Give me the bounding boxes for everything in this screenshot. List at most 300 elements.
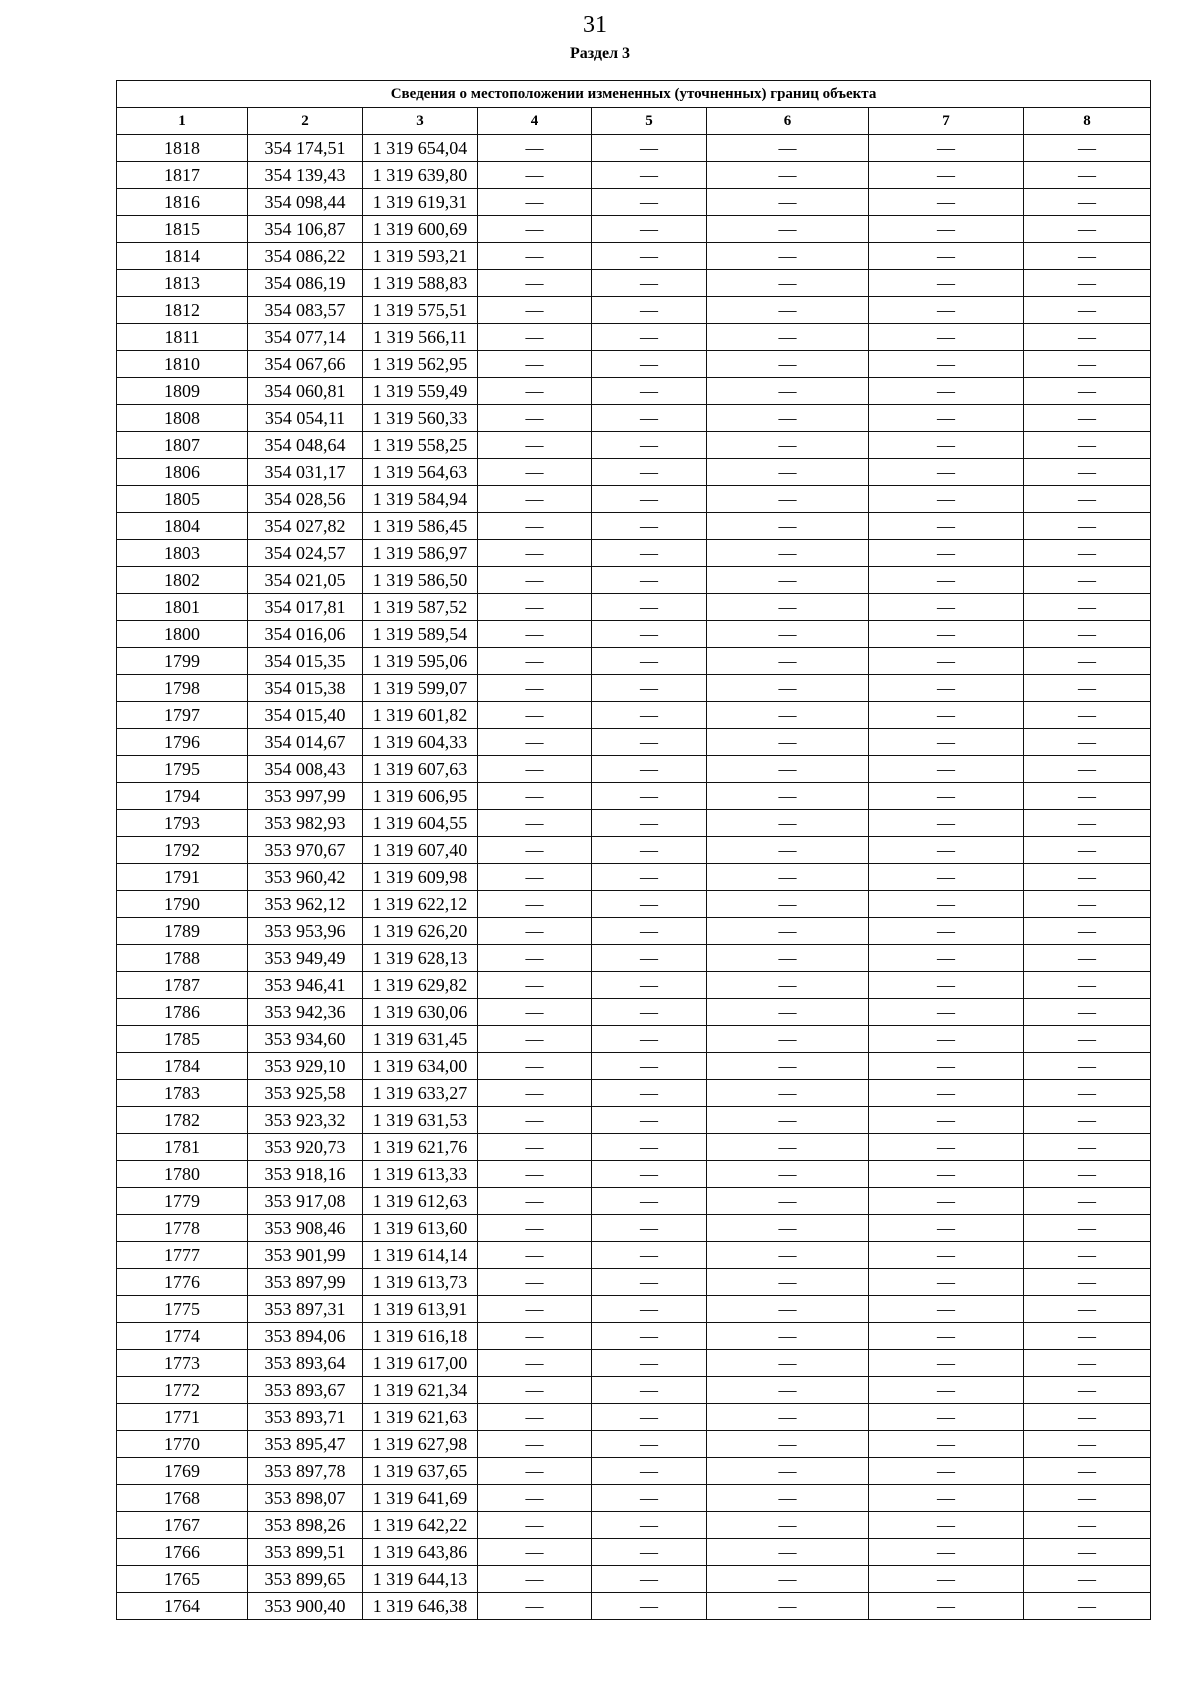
empty-value-cell: — xyxy=(707,675,869,702)
empty-value-cell: — xyxy=(478,972,592,999)
point-number-cell: 1788 xyxy=(117,945,248,972)
empty-value-cell: — xyxy=(707,972,869,999)
table-row xyxy=(117,1134,1151,1161)
empty-value-cell: — xyxy=(869,216,1024,243)
y-coordinate-cell: 1 319 606,95 xyxy=(363,783,478,810)
empty-value-cell: — xyxy=(592,1458,707,1485)
empty-value-cell: — xyxy=(869,1458,1024,1485)
empty-value-cell: — xyxy=(869,1431,1024,1458)
empty-value-cell: — xyxy=(707,486,869,513)
empty-value-cell: — xyxy=(1024,405,1151,432)
empty-value-cell: — xyxy=(592,1566,707,1593)
empty-value-cell: — xyxy=(707,1512,869,1539)
point-number-cell: 1812 xyxy=(117,297,248,324)
table-row xyxy=(117,864,1151,891)
point-number-cell: 1810 xyxy=(117,351,248,378)
table-row xyxy=(117,648,1151,675)
y-coordinate-cell: 1 319 613,91 xyxy=(363,1296,478,1323)
y-coordinate-cell: 1 319 643,86 xyxy=(363,1539,478,1566)
y-coordinate-cell: 1 319 631,53 xyxy=(363,1107,478,1134)
empty-value-cell: — xyxy=(707,270,869,297)
y-coordinate-cell: 1 319 639,80 xyxy=(363,162,478,189)
empty-value-cell: — xyxy=(1024,378,1151,405)
empty-value-cell: — xyxy=(592,1215,707,1242)
point-number-cell: 1817 xyxy=(117,162,248,189)
empty-value-cell: — xyxy=(707,1566,869,1593)
empty-value-cell: — xyxy=(707,1134,869,1161)
empty-value-cell: — xyxy=(869,729,1024,756)
empty-value-cell: — xyxy=(592,837,707,864)
table-row xyxy=(117,1593,1151,1620)
empty-value-cell: — xyxy=(869,918,1024,945)
empty-value-cell: — xyxy=(707,648,869,675)
empty-value-cell: — xyxy=(1024,1593,1151,1620)
empty-value-cell: — xyxy=(869,1539,1024,1566)
empty-value-cell: — xyxy=(1024,1566,1151,1593)
empty-value-cell: — xyxy=(707,756,869,783)
empty-value-cell: — xyxy=(707,1107,869,1134)
empty-value-cell: — xyxy=(1024,594,1151,621)
empty-value-cell: — xyxy=(869,621,1024,648)
table-row xyxy=(117,918,1151,945)
point-number-cell: 1780 xyxy=(117,1161,248,1188)
point-number-cell: 1785 xyxy=(117,1026,248,1053)
empty-value-cell: — xyxy=(478,1053,592,1080)
y-coordinate-cell: 1 319 634,00 xyxy=(363,1053,478,1080)
empty-value-cell: — xyxy=(592,783,707,810)
x-coordinate-cell: 353 934,60 xyxy=(248,1026,363,1053)
table-row xyxy=(117,1026,1151,1053)
empty-value-cell: — xyxy=(707,1404,869,1431)
y-coordinate-cell: 1 319 604,33 xyxy=(363,729,478,756)
empty-value-cell: — xyxy=(869,1134,1024,1161)
empty-value-cell: — xyxy=(592,567,707,594)
empty-value-cell: — xyxy=(1024,1323,1151,1350)
column-header-5: 5 xyxy=(592,108,707,135)
empty-value-cell: — xyxy=(478,1512,592,1539)
empty-value-cell: — xyxy=(869,378,1024,405)
empty-value-cell: — xyxy=(1024,783,1151,810)
y-coordinate-cell: 1 319 562,95 xyxy=(363,351,478,378)
boundary-coordinates-table xyxy=(116,80,1151,1620)
empty-value-cell: — xyxy=(707,459,869,486)
empty-value-cell: — xyxy=(707,1350,869,1377)
empty-value-cell: — xyxy=(869,513,1024,540)
empty-value-cell: — xyxy=(1024,1242,1151,1269)
x-coordinate-cell: 353 925,58 xyxy=(248,1080,363,1107)
x-coordinate-cell: 353 918,16 xyxy=(248,1161,363,1188)
empty-value-cell: — xyxy=(707,1161,869,1188)
empty-value-cell: — xyxy=(1024,513,1151,540)
x-coordinate-cell: 353 898,26 xyxy=(248,1512,363,1539)
empty-value-cell: — xyxy=(592,1431,707,1458)
y-coordinate-cell: 1 319 559,49 xyxy=(363,378,478,405)
empty-value-cell: — xyxy=(478,1026,592,1053)
empty-value-cell: — xyxy=(592,891,707,918)
point-number-cell: 1801 xyxy=(117,594,248,621)
empty-value-cell: — xyxy=(1024,648,1151,675)
y-coordinate-cell: 1 319 616,18 xyxy=(363,1323,478,1350)
empty-value-cell: — xyxy=(592,486,707,513)
empty-value-cell: — xyxy=(869,1350,1024,1377)
y-coordinate-cell: 1 319 607,63 xyxy=(363,756,478,783)
empty-value-cell: — xyxy=(707,621,869,648)
x-coordinate-cell: 354 015,40 xyxy=(248,702,363,729)
empty-value-cell: — xyxy=(869,1080,1024,1107)
point-number-cell: 1773 xyxy=(117,1350,248,1377)
empty-value-cell: — xyxy=(1024,1485,1151,1512)
column-header-2: 2 xyxy=(248,108,363,135)
y-coordinate-cell: 1 319 601,82 xyxy=(363,702,478,729)
point-number-cell: 1768 xyxy=(117,1485,248,1512)
x-coordinate-cell: 354 008,43 xyxy=(248,756,363,783)
y-coordinate-cell: 1 319 629,82 xyxy=(363,972,478,999)
empty-value-cell: — xyxy=(592,1188,707,1215)
y-coordinate-cell: 1 319 600,69 xyxy=(363,216,478,243)
empty-value-cell: — xyxy=(707,783,869,810)
empty-value-cell: — xyxy=(707,837,869,864)
empty-value-cell: — xyxy=(707,945,869,972)
empty-value-cell: — xyxy=(1024,567,1151,594)
empty-value-cell: — xyxy=(1024,891,1151,918)
point-number-cell: 1790 xyxy=(117,891,248,918)
empty-value-cell: — xyxy=(869,540,1024,567)
x-coordinate-cell: 353 897,31 xyxy=(248,1296,363,1323)
empty-value-cell: — xyxy=(592,1350,707,1377)
empty-value-cell: — xyxy=(869,567,1024,594)
empty-value-cell: — xyxy=(869,135,1024,162)
table-row xyxy=(117,621,1151,648)
x-coordinate-cell: 353 897,78 xyxy=(248,1458,363,1485)
empty-value-cell: — xyxy=(592,513,707,540)
table-row xyxy=(117,837,1151,864)
empty-value-cell: — xyxy=(707,1242,869,1269)
empty-value-cell: — xyxy=(592,621,707,648)
x-coordinate-cell: 354 106,87 xyxy=(248,216,363,243)
x-coordinate-cell: 353 908,46 xyxy=(248,1215,363,1242)
y-coordinate-cell: 1 319 589,54 xyxy=(363,621,478,648)
empty-value-cell: — xyxy=(1024,216,1151,243)
table-row xyxy=(117,1107,1151,1134)
empty-value-cell: — xyxy=(707,135,869,162)
empty-value-cell: — xyxy=(1024,1404,1151,1431)
empty-value-cell: — xyxy=(592,864,707,891)
y-coordinate-cell: 1 319 609,98 xyxy=(363,864,478,891)
empty-value-cell: — xyxy=(478,324,592,351)
empty-value-cell: — xyxy=(592,1080,707,1107)
y-coordinate-cell: 1 319 614,14 xyxy=(363,1242,478,1269)
empty-value-cell: — xyxy=(707,594,869,621)
table-row xyxy=(117,999,1151,1026)
table-row xyxy=(117,351,1151,378)
x-coordinate-cell: 353 894,06 xyxy=(248,1323,363,1350)
empty-value-cell: — xyxy=(1024,810,1151,837)
empty-value-cell: — xyxy=(1024,486,1151,513)
empty-value-cell: — xyxy=(869,162,1024,189)
point-number-cell: 1818 xyxy=(117,135,248,162)
column-header-4: 4 xyxy=(478,108,592,135)
empty-value-cell: — xyxy=(707,1377,869,1404)
y-coordinate-cell: 1 319 575,51 xyxy=(363,297,478,324)
empty-value-cell: — xyxy=(592,270,707,297)
empty-value-cell: — xyxy=(478,864,592,891)
x-coordinate-cell: 353 929,10 xyxy=(248,1053,363,1080)
empty-value-cell: — xyxy=(592,378,707,405)
empty-value-cell: — xyxy=(1024,756,1151,783)
empty-value-cell: — xyxy=(869,324,1024,351)
point-number-cell: 1795 xyxy=(117,756,248,783)
empty-value-cell: — xyxy=(1024,351,1151,378)
x-coordinate-cell: 353 953,96 xyxy=(248,918,363,945)
x-coordinate-cell: 353 893,64 xyxy=(248,1350,363,1377)
point-number-cell: 1791 xyxy=(117,864,248,891)
point-number-cell: 1781 xyxy=(117,1134,248,1161)
empty-value-cell: — xyxy=(869,1485,1024,1512)
empty-value-cell: — xyxy=(592,1323,707,1350)
empty-value-cell: — xyxy=(592,918,707,945)
y-coordinate-cell: 1 319 621,34 xyxy=(363,1377,478,1404)
y-coordinate-cell: 1 319 621,63 xyxy=(363,1404,478,1431)
empty-value-cell: — xyxy=(707,540,869,567)
table-row xyxy=(117,756,1151,783)
empty-value-cell: — xyxy=(478,1107,592,1134)
empty-value-cell: — xyxy=(478,783,592,810)
empty-value-cell: — xyxy=(1024,864,1151,891)
column-header-6: 6 xyxy=(707,108,869,135)
table-row xyxy=(117,810,1151,837)
empty-value-cell: — xyxy=(1024,189,1151,216)
empty-value-cell: — xyxy=(1024,1377,1151,1404)
x-coordinate-cell: 353 893,67 xyxy=(248,1377,363,1404)
x-coordinate-cell: 354 024,57 xyxy=(248,540,363,567)
page-number: 31 xyxy=(583,12,607,38)
empty-value-cell: — xyxy=(592,702,707,729)
empty-value-cell: — xyxy=(707,513,869,540)
empty-value-cell: — xyxy=(707,1458,869,1485)
empty-value-cell: — xyxy=(478,243,592,270)
table-row xyxy=(117,1539,1151,1566)
empty-value-cell: — xyxy=(592,1026,707,1053)
point-number-cell: 1816 xyxy=(117,189,248,216)
point-number-cell: 1784 xyxy=(117,1053,248,1080)
x-coordinate-cell: 354 086,22 xyxy=(248,243,363,270)
empty-value-cell: — xyxy=(1024,1296,1151,1323)
empty-value-cell: — xyxy=(869,1566,1024,1593)
empty-value-cell: — xyxy=(592,1161,707,1188)
empty-value-cell: — xyxy=(592,945,707,972)
empty-value-cell: — xyxy=(478,621,592,648)
empty-value-cell: — xyxy=(869,675,1024,702)
point-number-cell: 1805 xyxy=(117,486,248,513)
empty-value-cell: — xyxy=(592,1296,707,1323)
table-row xyxy=(117,1242,1151,1269)
empty-value-cell: — xyxy=(869,1296,1024,1323)
table-row xyxy=(117,243,1151,270)
y-coordinate-cell: 1 319 612,63 xyxy=(363,1188,478,1215)
empty-value-cell: — xyxy=(478,675,592,702)
empty-value-cell: — xyxy=(592,405,707,432)
x-coordinate-cell: 354 027,82 xyxy=(248,513,363,540)
table-row xyxy=(117,1350,1151,1377)
y-coordinate-cell: 1 319 584,94 xyxy=(363,486,478,513)
empty-value-cell: — xyxy=(869,189,1024,216)
empty-value-cell: — xyxy=(1024,270,1151,297)
empty-value-cell: — xyxy=(592,1134,707,1161)
empty-value-cell: — xyxy=(1024,297,1151,324)
empty-value-cell: — xyxy=(707,324,869,351)
table-row xyxy=(117,1512,1151,1539)
column-header-8: 8 xyxy=(1024,108,1151,135)
empty-value-cell: — xyxy=(869,486,1024,513)
empty-value-cell: — xyxy=(707,378,869,405)
x-coordinate-cell: 354 017,81 xyxy=(248,594,363,621)
empty-value-cell: — xyxy=(592,999,707,1026)
empty-value-cell: — xyxy=(478,1296,592,1323)
empty-value-cell: — xyxy=(869,432,1024,459)
table-row xyxy=(117,1404,1151,1431)
empty-value-cell: — xyxy=(869,270,1024,297)
empty-value-cell: — xyxy=(869,891,1024,918)
empty-value-cell: — xyxy=(592,1485,707,1512)
empty-value-cell: — xyxy=(869,351,1024,378)
table-row xyxy=(117,1161,1151,1188)
table-row xyxy=(117,783,1151,810)
point-number-cell: 1797 xyxy=(117,702,248,729)
empty-value-cell: — xyxy=(592,1107,707,1134)
x-coordinate-cell: 354 077,14 xyxy=(248,324,363,351)
empty-value-cell: — xyxy=(707,1053,869,1080)
empty-value-cell: — xyxy=(1024,1080,1151,1107)
y-coordinate-cell: 1 319 626,20 xyxy=(363,918,478,945)
empty-value-cell: — xyxy=(869,972,1024,999)
column-header-7: 7 xyxy=(869,108,1024,135)
empty-value-cell: — xyxy=(1024,1269,1151,1296)
empty-value-cell: — xyxy=(478,945,592,972)
empty-value-cell: — xyxy=(592,1512,707,1539)
empty-value-cell: — xyxy=(592,297,707,324)
empty-value-cell: — xyxy=(478,189,592,216)
point-number-cell: 1769 xyxy=(117,1458,248,1485)
table-row xyxy=(117,216,1151,243)
empty-value-cell: — xyxy=(869,945,1024,972)
empty-value-cell: — xyxy=(478,405,592,432)
table-row xyxy=(117,702,1151,729)
point-number-cell: 1776 xyxy=(117,1269,248,1296)
table-row xyxy=(117,675,1151,702)
y-coordinate-cell: 1 319 586,97 xyxy=(363,540,478,567)
empty-value-cell: — xyxy=(478,810,592,837)
table-header-row xyxy=(117,108,1151,135)
empty-value-cell: — xyxy=(592,459,707,486)
empty-value-cell: — xyxy=(478,216,592,243)
point-number-cell: 1811 xyxy=(117,324,248,351)
table-row xyxy=(117,324,1151,351)
empty-value-cell: — xyxy=(1024,1458,1151,1485)
y-coordinate-cell: 1 319 604,55 xyxy=(363,810,478,837)
empty-value-cell: — xyxy=(707,567,869,594)
x-coordinate-cell: 354 015,38 xyxy=(248,675,363,702)
point-number-cell: 1802 xyxy=(117,567,248,594)
empty-value-cell: — xyxy=(478,513,592,540)
empty-value-cell: — xyxy=(869,1512,1024,1539)
empty-value-cell: — xyxy=(592,1377,707,1404)
empty-value-cell: — xyxy=(707,810,869,837)
x-coordinate-cell: 353 997,99 xyxy=(248,783,363,810)
empty-value-cell: — xyxy=(592,594,707,621)
empty-value-cell: — xyxy=(478,162,592,189)
empty-value-cell: — xyxy=(1024,540,1151,567)
empty-value-cell: — xyxy=(707,1188,869,1215)
empty-value-cell: — xyxy=(707,189,869,216)
empty-value-cell: — xyxy=(707,1269,869,1296)
empty-value-cell: — xyxy=(869,1323,1024,1350)
empty-value-cell: — xyxy=(478,1485,592,1512)
x-coordinate-cell: 353 917,08 xyxy=(248,1188,363,1215)
empty-value-cell: — xyxy=(592,324,707,351)
table-row xyxy=(117,1188,1151,1215)
empty-value-cell: — xyxy=(478,1215,592,1242)
table-row xyxy=(117,297,1151,324)
empty-value-cell: — xyxy=(1024,729,1151,756)
point-number-cell: 1775 xyxy=(117,1296,248,1323)
table-row xyxy=(117,513,1151,540)
empty-value-cell: — xyxy=(478,1377,592,1404)
y-coordinate-cell: 1 319 617,00 xyxy=(363,1350,478,1377)
y-coordinate-cell: 1 319 613,60 xyxy=(363,1215,478,1242)
empty-value-cell: — xyxy=(1024,1431,1151,1458)
empty-value-cell: — xyxy=(1024,999,1151,1026)
x-coordinate-cell: 353 960,42 xyxy=(248,864,363,891)
point-number-cell: 1796 xyxy=(117,729,248,756)
table-row xyxy=(117,378,1151,405)
empty-value-cell: — xyxy=(478,1566,592,1593)
table-row xyxy=(117,729,1151,756)
y-coordinate-cell: 1 319 613,73 xyxy=(363,1269,478,1296)
empty-value-cell: — xyxy=(592,1242,707,1269)
empty-value-cell: — xyxy=(478,1269,592,1296)
point-number-cell: 1779 xyxy=(117,1188,248,1215)
table-row xyxy=(117,891,1151,918)
point-number-cell: 1774 xyxy=(117,1323,248,1350)
point-number-cell: 1814 xyxy=(117,243,248,270)
y-coordinate-cell: 1 319 599,07 xyxy=(363,675,478,702)
empty-value-cell: — xyxy=(478,459,592,486)
empty-value-cell: — xyxy=(478,999,592,1026)
table-row xyxy=(117,270,1151,297)
empty-value-cell: — xyxy=(1024,1107,1151,1134)
point-number-cell: 1793 xyxy=(117,810,248,837)
empty-value-cell: — xyxy=(707,1539,869,1566)
table-row xyxy=(117,1377,1151,1404)
x-coordinate-cell: 354 021,05 xyxy=(248,567,363,594)
table-caption: Сведения о местоположении измененных (уточненных) границ объекта xyxy=(117,81,1151,108)
empty-value-cell: — xyxy=(478,378,592,405)
empty-value-cell: — xyxy=(592,243,707,270)
table-row xyxy=(117,135,1151,162)
empty-value-cell: — xyxy=(592,351,707,378)
point-number-cell: 1807 xyxy=(117,432,248,459)
empty-value-cell: — xyxy=(707,1485,869,1512)
x-coordinate-cell: 354 014,67 xyxy=(248,729,363,756)
y-coordinate-cell: 1 319 587,52 xyxy=(363,594,478,621)
x-coordinate-cell: 354 054,11 xyxy=(248,405,363,432)
point-number-cell: 1778 xyxy=(117,1215,248,1242)
empty-value-cell: — xyxy=(478,1242,592,1269)
y-coordinate-cell: 1 319 613,33 xyxy=(363,1161,478,1188)
y-coordinate-cell: 1 319 619,31 xyxy=(363,189,478,216)
y-coordinate-cell: 1 319 621,76 xyxy=(363,1134,478,1161)
empty-value-cell: — xyxy=(869,648,1024,675)
